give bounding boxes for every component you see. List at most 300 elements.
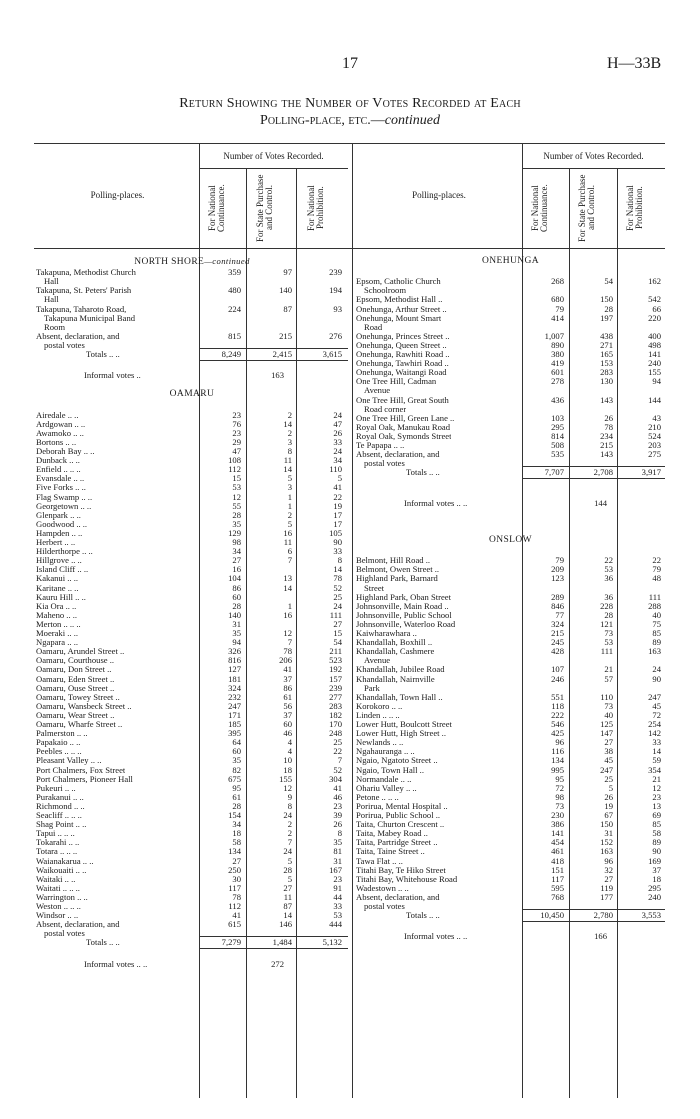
right-table-row bbox=[356, 820, 665, 829]
votes-state-purchase: 37 bbox=[283, 673, 292, 684]
right-totals-rule-top bbox=[522, 909, 665, 910]
votes-continuance: 815 bbox=[228, 330, 241, 341]
right-table-row bbox=[356, 675, 665, 684]
left-table-row bbox=[36, 511, 348, 520]
votes-continuance: 245 bbox=[551, 637, 564, 648]
right-header-c3: For National Prohibition. bbox=[625, 185, 644, 231]
polling-place-name: Johnsonville, Waterloo Road bbox=[356, 619, 456, 629]
votes-state-purchase: 5 bbox=[287, 473, 292, 484]
votes-prohibition: 167 bbox=[329, 864, 342, 875]
left-table-row bbox=[36, 802, 348, 811]
votes-continuance: 222 bbox=[551, 709, 564, 720]
polling-place-name: Absent, declaration, and bbox=[356, 892, 440, 902]
votes-state-purchase: 56 bbox=[283, 700, 292, 711]
left-informal-votes-row bbox=[36, 371, 348, 380]
votes-state-purchase: 53 bbox=[604, 564, 613, 575]
votes-continuance: 15 bbox=[232, 473, 241, 484]
votes-state-purchase: 14 bbox=[283, 910, 292, 921]
votes-prohibition: 247 bbox=[648, 691, 661, 702]
title-line-2-text: Polling-place, etc.— bbox=[260, 113, 385, 128]
right-table-row bbox=[356, 295, 665, 304]
left-table-row bbox=[36, 593, 348, 602]
votes-continuance: 60 bbox=[232, 746, 241, 757]
right-table-row bbox=[356, 423, 665, 432]
votes-continuance: 181 bbox=[228, 673, 241, 684]
votes-continuance: 414 bbox=[551, 312, 564, 323]
votes-continuance: 324 bbox=[551, 618, 564, 629]
right-table-row bbox=[356, 811, 665, 820]
votes-state-purchase: 27 bbox=[604, 737, 613, 748]
left-table-row bbox=[36, 811, 348, 820]
left-table-row bbox=[36, 684, 348, 693]
votes-prohibition: 283 bbox=[329, 700, 342, 711]
votes-state-purchase: 119 bbox=[600, 882, 613, 893]
polling-place-name: Goodwood .. .. bbox=[36, 519, 88, 529]
votes-continuance: 107 bbox=[551, 664, 564, 675]
votes-continuance: 246 bbox=[551, 673, 564, 684]
polling-place-name: postal votes bbox=[364, 459, 405, 469]
votes-prohibition: 24 bbox=[333, 409, 342, 420]
polling-place-name: Belmont, Hill Road .. bbox=[356, 556, 430, 566]
left-table-row bbox=[36, 647, 348, 656]
left-section-oamaru bbox=[36, 389, 348, 399]
votes-state-purchase: 8 bbox=[287, 800, 292, 811]
votes-prohibition: 78 bbox=[333, 573, 342, 584]
votes-prohibition: 275 bbox=[648, 449, 661, 460]
right-table-row bbox=[356, 450, 665, 459]
votes-continuance: 359 bbox=[228, 267, 241, 278]
votes-continuance: 117 bbox=[228, 882, 241, 893]
votes-continuance: 27 bbox=[232, 855, 241, 866]
votes-state-purchase: 28 bbox=[283, 864, 292, 875]
votes-continuance: 64 bbox=[232, 737, 241, 748]
polling-place-name: Ngahauranga .. .. bbox=[356, 747, 415, 757]
votes-state-purchase: 10 bbox=[283, 755, 292, 766]
polling-place-name: Totals .. .. bbox=[86, 350, 120, 359]
votes-continuance: 535 bbox=[551, 449, 564, 460]
votes-prohibition: 24 bbox=[333, 600, 342, 611]
polling-place-name: Khandallah, Cashmere bbox=[356, 647, 435, 657]
votes-continuance: 72 bbox=[555, 782, 564, 793]
votes-prohibition: 90 bbox=[333, 537, 342, 547]
votes-continuance: 108 bbox=[228, 455, 241, 466]
votes-prohibition: 45 bbox=[652, 700, 661, 711]
votes-state-purchase: 4 bbox=[287, 737, 292, 748]
left-header-c2: For State Purchase and Control. bbox=[255, 174, 274, 242]
votes-continuance: 995 bbox=[551, 764, 564, 775]
right-totals-rule-bottom bbox=[522, 921, 665, 922]
votes-prohibition: 41 bbox=[333, 782, 342, 793]
right-table-row bbox=[356, 766, 665, 775]
polling-place-name: Onehunga, Queen Street .. bbox=[356, 340, 447, 350]
votes-state-purchase: 1 bbox=[287, 600, 292, 611]
votes-state-purchase: 121 bbox=[600, 618, 613, 629]
votes-continuance: 30 bbox=[232, 873, 241, 884]
left-table-row bbox=[36, 314, 348, 323]
votes-state-purchase: 1 bbox=[287, 491, 292, 502]
votes-continuance: 595 bbox=[551, 882, 564, 893]
left-table-row bbox=[36, 693, 348, 702]
left-subhead-rule bbox=[199, 168, 348, 169]
votes-continuance: 112 bbox=[228, 464, 241, 475]
votes-state-purchase: 165 bbox=[600, 349, 613, 359]
left-table-row bbox=[36, 286, 348, 295]
votes-state-purchase: 46 bbox=[283, 728, 292, 739]
votes-state-purchase: 31 bbox=[604, 828, 613, 839]
votes-continuance: 224 bbox=[228, 303, 241, 314]
votes-prohibition: 39 bbox=[333, 810, 342, 820]
votes-continuance: 8,249 bbox=[221, 349, 241, 359]
votes-prohibition: 26 bbox=[333, 427, 342, 438]
right-subhead-rule bbox=[522, 168, 665, 169]
votes-continuance: 7,707 bbox=[544, 467, 564, 478]
votes-continuance: 79 bbox=[555, 303, 564, 314]
polling-place-name: Royal Oak, Manukau Road bbox=[356, 422, 451, 432]
polling-place-name: Port Chalmers, Pioneer Hall bbox=[36, 774, 133, 784]
left-table-row bbox=[36, 738, 348, 747]
votes-prohibition: 157 bbox=[329, 673, 342, 684]
votes-continuance: 95 bbox=[232, 782, 241, 793]
left-table-row bbox=[36, 447, 348, 456]
right-table-row bbox=[356, 602, 665, 611]
polling-place-name: One Tree Hill, Green Lane .. bbox=[356, 413, 455, 423]
polling-place-name: Kakanui .. .. bbox=[36, 574, 79, 584]
polling-place-name: Khandallah, Nairnville bbox=[356, 674, 435, 684]
left-polling-places-header: Polling-places. bbox=[90, 190, 145, 200]
polling-place-name: Tokarahi .. .. bbox=[36, 838, 80, 848]
votes-state-purchase: 24 bbox=[283, 846, 292, 857]
votes-continuance: 28 bbox=[232, 600, 241, 611]
votes-state-purchase: 16 bbox=[283, 609, 292, 620]
votes-state-purchase: 25 bbox=[604, 773, 613, 784]
votes-prohibition: 288 bbox=[648, 600, 661, 611]
votes-continuance: 29 bbox=[232, 436, 241, 447]
right-table-row bbox=[356, 866, 665, 875]
polling-place-name: postal votes bbox=[364, 902, 405, 911]
votes-continuance: 134 bbox=[228, 846, 241, 857]
votes-state-purchase: 125 bbox=[600, 719, 613, 729]
left-table-row bbox=[36, 584, 348, 593]
polling-place-name: One Tree Hill, Cadman bbox=[356, 377, 437, 387]
polling-place-name: Royal Oak, Symonds Street bbox=[356, 431, 452, 441]
votes-state-purchase: 140 bbox=[279, 285, 292, 296]
votes-state-purchase: 9 bbox=[287, 791, 292, 802]
votes-state-purchase: 5 bbox=[608, 782, 613, 793]
polling-place-name: Korokoro .. .. bbox=[356, 701, 403, 711]
votes-continuance: 436 bbox=[551, 394, 564, 405]
right-table-row bbox=[356, 756, 665, 765]
right-header-c2: For State Purchase and Control. bbox=[577, 174, 596, 242]
polling-place-name: Windsor .. .. bbox=[36, 911, 79, 921]
votes-state-purchase: 2 bbox=[287, 819, 292, 830]
votes-prohibition: 58 bbox=[652, 828, 661, 839]
right-table-row bbox=[356, 847, 665, 856]
votes-state-purchase: 5 bbox=[287, 518, 292, 529]
polling-place-name: Pleasant Valley .. .. bbox=[36, 756, 102, 766]
right-table-row bbox=[356, 277, 665, 286]
votes-state-purchase: 147 bbox=[600, 728, 613, 739]
votes-state-purchase: 150 bbox=[600, 294, 613, 305]
votes-continuance: 480 bbox=[228, 285, 241, 296]
votes-state-purchase: 97 bbox=[283, 267, 292, 278]
polling-place-name: Oamaru, Wansbeck Street .. bbox=[36, 701, 132, 711]
votes-state-purchase: 36 bbox=[604, 591, 613, 602]
polling-place-name: Belmont, Owen Street .. bbox=[356, 565, 440, 575]
votes-state-purchase: 5 bbox=[287, 855, 292, 866]
polling-place-name: Oamaru, Arundel Street .. bbox=[36, 647, 125, 657]
left-totals-row bbox=[36, 350, 348, 359]
title-continued: continued bbox=[384, 113, 440, 128]
votes-continuance: 768 bbox=[551, 891, 564, 902]
votes-prohibition: 354 bbox=[648, 764, 661, 775]
votes-prohibition: 34 bbox=[333, 455, 342, 466]
polling-place-name: Pukeuri .. .. bbox=[36, 783, 76, 793]
votes-state-purchase: 150 bbox=[600, 819, 613, 830]
votes-continuance: 546 bbox=[551, 719, 564, 729]
left-table-row bbox=[36, 911, 348, 920]
polling-place-name: Lower Hutt, Boulcott Street bbox=[356, 720, 452, 729]
votes-continuance: 31 bbox=[232, 618, 241, 629]
votes-continuance: 34 bbox=[232, 546, 241, 557]
title-line-2 bbox=[0, 113, 700, 129]
left-table-row bbox=[36, 665, 348, 674]
votes-prohibition: 40 bbox=[652, 609, 661, 620]
votes-state-purchase: 86 bbox=[283, 682, 292, 693]
votes-prohibition: 111 bbox=[648, 591, 661, 602]
votes-state-purchase: 130 bbox=[600, 376, 613, 387]
polling-place-name: Hillgrove .. .. bbox=[36, 556, 82, 566]
votes-state-purchase: 5 bbox=[287, 873, 292, 884]
votes-continuance: 675 bbox=[228, 773, 241, 784]
section-continued: —continued bbox=[204, 256, 250, 266]
section-title: ONEHUNGA bbox=[481, 256, 540, 266]
left-table-row bbox=[36, 620, 348, 629]
polling-place-name: Merton .. .. .. bbox=[36, 619, 81, 629]
votes-state-purchase: 27 bbox=[283, 882, 292, 893]
votes-continuance: 232 bbox=[228, 691, 241, 702]
polling-place-name: Purakanui .. .. bbox=[36, 792, 84, 802]
votes-continuance: 151 bbox=[551, 864, 564, 875]
votes-state-purchase: 143 bbox=[600, 449, 613, 460]
polling-place-name: Khandallah, Boxhill .. bbox=[356, 638, 433, 648]
votes-continuance: 601 bbox=[551, 367, 564, 378]
votes-prohibition: 75 bbox=[652, 618, 661, 629]
votes-prohibition: 93 bbox=[333, 303, 342, 314]
votes-continuance: 78 bbox=[232, 891, 241, 902]
votes-state-purchase: 22 bbox=[604, 555, 613, 566]
votes-continuance: 27 bbox=[232, 555, 241, 566]
votes-state-purchase: 32 bbox=[604, 864, 613, 875]
votes-prohibition: 8 bbox=[337, 555, 342, 566]
polling-place-name: Karitane .. .. bbox=[36, 583, 79, 593]
votes-prohibition: 8 bbox=[337, 828, 342, 839]
polling-place-name: Informal votes .. .. bbox=[404, 498, 468, 508]
right-informal-votes-row bbox=[356, 932, 665, 941]
votes-continuance: 12 bbox=[232, 491, 241, 502]
votes-continuance: 185 bbox=[228, 719, 241, 729]
votes-prohibition: 210 bbox=[648, 421, 661, 432]
votes-continuance: 34 bbox=[232, 819, 241, 830]
votes-continuance: 60 bbox=[232, 591, 241, 602]
votes-state-purchase: 67 bbox=[604, 810, 613, 820]
informal-votes-value: 163 bbox=[271, 370, 284, 381]
votes-state-purchase: 13 bbox=[283, 573, 292, 584]
left-table-row bbox=[36, 866, 348, 875]
votes-continuance: 35 bbox=[232, 628, 241, 638]
votes-continuance: 82 bbox=[232, 764, 241, 775]
left-table-row bbox=[36, 456, 348, 465]
left-table-row bbox=[36, 538, 348, 547]
right-table-row bbox=[356, 684, 665, 693]
votes-state-purchase: 153 bbox=[600, 358, 613, 369]
right-table-row bbox=[356, 784, 665, 793]
votes-prohibition: 194 bbox=[329, 285, 342, 296]
polling-place-name: Totals .. .. bbox=[406, 468, 440, 478]
section-title: ONSLOW bbox=[488, 535, 533, 545]
votes-state-purchase: 14 bbox=[283, 582, 292, 593]
right-totals-rule-top bbox=[522, 466, 665, 467]
right-section-onslow bbox=[356, 535, 665, 545]
votes-prohibition: 12 bbox=[652, 782, 661, 793]
left-table-row bbox=[36, 711, 348, 720]
votes-prohibition: 170 bbox=[329, 719, 342, 729]
votes-prohibition: 19 bbox=[333, 500, 342, 511]
left-table-row bbox=[36, 756, 348, 765]
right-table-row bbox=[356, 629, 665, 638]
votes-prohibition: 444 bbox=[329, 919, 342, 930]
polling-place-name: Oamaru, Wear Street .. bbox=[36, 710, 115, 720]
right-table-row bbox=[356, 775, 665, 784]
polling-place-name: postal votes bbox=[44, 340, 85, 350]
left-table-row bbox=[36, 611, 348, 620]
votes-continuance: 118 bbox=[551, 700, 564, 711]
polling-place-name: Takapuna Municipal Band bbox=[44, 313, 136, 323]
votes-prohibition: 94 bbox=[652, 376, 661, 387]
right-table-row bbox=[356, 857, 665, 866]
votes-state-purchase: 110 bbox=[600, 691, 613, 702]
right-table-row bbox=[356, 574, 665, 583]
votes-prohibition: 90 bbox=[652, 673, 661, 684]
votes-continuance: 395 bbox=[228, 728, 241, 739]
votes-prohibition: 240 bbox=[648, 358, 661, 369]
right-table-row bbox=[356, 802, 665, 811]
votes-prohibition: 85 bbox=[652, 819, 661, 830]
votes-state-purchase: 26 bbox=[604, 791, 613, 802]
votes-prohibition: 21 bbox=[652, 773, 661, 784]
polling-place-name: Absent, declaration, and bbox=[356, 450, 440, 460]
polling-place-name: Tawa Flat .. .. bbox=[356, 856, 403, 866]
votes-state-purchase: 45 bbox=[604, 755, 613, 766]
right-polling-places-header: Polling-places. bbox=[412, 190, 466, 200]
polling-place-name: Peebles .. .. .. bbox=[36, 747, 82, 757]
votes-continuance: 98 bbox=[232, 537, 241, 547]
right-table-row bbox=[356, 396, 665, 405]
polling-place-name: Kauru Hill .. .. bbox=[36, 592, 86, 602]
right-informal-votes-row bbox=[356, 499, 665, 508]
votes-continuance: 104 bbox=[228, 573, 241, 584]
votes-state-purchase: 7 bbox=[287, 555, 292, 566]
right-table-row bbox=[356, 702, 665, 711]
left-table-row bbox=[36, 465, 348, 474]
right-table-row bbox=[356, 665, 665, 674]
votes-state-purchase: 38 bbox=[604, 746, 613, 757]
votes-state-purchase: 3 bbox=[287, 436, 292, 447]
left-table-row bbox=[36, 784, 348, 793]
left-table-row bbox=[36, 529, 348, 538]
polling-place-name: Avenue bbox=[364, 386, 391, 396]
left-table-row bbox=[36, 629, 348, 638]
votes-state-purchase: 197 bbox=[600, 312, 613, 323]
votes-continuance: 134 bbox=[551, 755, 564, 766]
votes-state-purchase: 40 bbox=[604, 709, 613, 720]
polling-place-name: Ohariu Valley .. .. bbox=[356, 783, 417, 793]
polling-place-name: Totara .. .. .. bbox=[36, 847, 78, 857]
votes-state-purchase: 2,780 bbox=[593, 910, 613, 921]
votes-prohibition: 24 bbox=[333, 446, 342, 456]
votes-state-purchase: 12 bbox=[283, 782, 292, 793]
votes-state-purchase: 1 bbox=[287, 500, 292, 511]
polling-place-name: Georgetown .. .. bbox=[36, 501, 92, 511]
informal-votes-value: 144 bbox=[594, 497, 607, 508]
right-table-row bbox=[356, 350, 665, 359]
votes-state-purchase: 24 bbox=[283, 810, 292, 820]
polling-place-name: Maheno .. .. bbox=[36, 610, 78, 620]
right-table-row bbox=[356, 441, 665, 450]
votes-continuance: 615 bbox=[228, 919, 241, 930]
polling-place-name: Flag Swamp .. .. bbox=[36, 492, 93, 502]
polling-place-name: Oamaru, Ouse Street .. bbox=[36, 683, 115, 693]
left-totals-rule-top bbox=[199, 936, 348, 937]
votes-continuance: 53 bbox=[232, 482, 241, 493]
votes-prohibition: 69 bbox=[652, 810, 661, 820]
votes-state-purchase: 2 bbox=[287, 427, 292, 438]
polling-place-name: Totals .. .. bbox=[406, 911, 440, 921]
votes-continuance: 35 bbox=[232, 518, 241, 529]
polling-place-name: Johnsonville, Main Road .. bbox=[356, 601, 449, 611]
votes-prohibition: 110 bbox=[329, 464, 342, 475]
votes-continuance: 47 bbox=[232, 446, 241, 456]
votes-prohibition: 18 bbox=[652, 873, 661, 884]
votes-state-purchase: 53 bbox=[604, 637, 613, 648]
right-table-row bbox=[356, 747, 665, 756]
votes-continuance: 10,450 bbox=[540, 910, 564, 921]
right-table-row bbox=[356, 693, 665, 702]
polling-place-name: Oamaru, Wharfe Street .. bbox=[36, 720, 123, 729]
votes-state-purchase: 28 bbox=[604, 303, 613, 314]
polling-place-name: postal votes bbox=[44, 929, 85, 939]
votes-continuance: 94 bbox=[232, 637, 241, 648]
page-number: 17 bbox=[342, 55, 358, 72]
votes-continuance: 77 bbox=[555, 609, 564, 620]
polling-place-name: Te Papapa .. .. bbox=[356, 441, 405, 450]
votes-state-purchase: 152 bbox=[600, 837, 613, 848]
votes-prohibition: 248 bbox=[329, 728, 342, 739]
votes-prohibition: 498 bbox=[648, 339, 661, 350]
votes-prohibition: 35 bbox=[333, 837, 342, 848]
left-table-row bbox=[36, 656, 348, 665]
votes-state-purchase: 78 bbox=[604, 421, 613, 432]
votes-continuance: 890 bbox=[551, 339, 564, 350]
title-line-1: Return Showing the Number of Votes Recorded at Each bbox=[179, 96, 521, 111]
votes-state-purchase: 155 bbox=[279, 773, 292, 784]
votes-continuance: 278 bbox=[551, 376, 564, 387]
votes-continuance: 295 bbox=[551, 421, 564, 432]
votes-state-purchase: 215 bbox=[279, 330, 292, 341]
votes-prohibition: 144 bbox=[648, 394, 661, 405]
informal-votes-value: 272 bbox=[271, 958, 284, 969]
polling-place-name: Khandallah, Town Hall .. bbox=[356, 692, 443, 702]
votes-prohibition: 155 bbox=[648, 367, 661, 378]
